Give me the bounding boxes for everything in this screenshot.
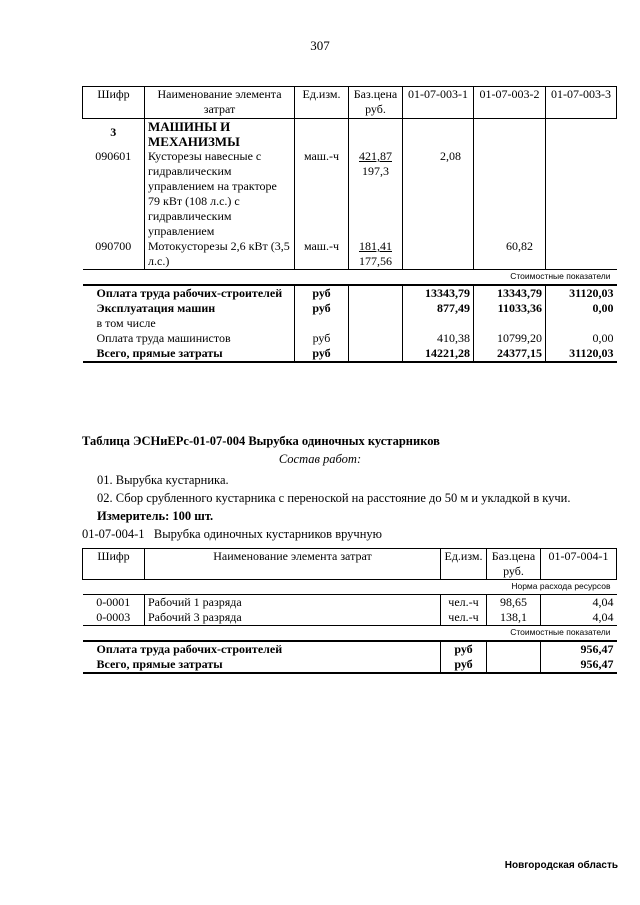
- cost-indicators-label: Стоимостные показатели: [83, 626, 617, 642]
- col-header-price: Баз.цена руб.: [349, 87, 403, 119]
- col-header-name: Наименование элемента затрат: [145, 87, 295, 119]
- col-header-unit: Ед.изм.: [441, 549, 487, 580]
- table-row: в том числе: [83, 316, 617, 331]
- composition-label: Состав работ:: [278, 452, 362, 466]
- table-row: Оплата труда машинистов руб 410,38 10799,20 0,00: [83, 331, 617, 346]
- col-header-price: Баз.цена руб.: [487, 549, 541, 580]
- table-row: 0-0001 Рабочий 1 разряда чел.-ч 98,65 4,04: [83, 595, 617, 611]
- col-header-003-2: 01-07-003-2: [474, 87, 546, 119]
- measure-unit: Измеритель: 100 шт.: [97, 509, 214, 523]
- resource-table-2: [82, 548, 617, 674]
- col-header-code: Шифр: [83, 87, 145, 119]
- section-code: 3: [110, 125, 117, 139]
- col-header-code: Шифр: [83, 549, 145, 580]
- norm-label: Норма расхода ресурсов: [511, 581, 611, 591]
- table-title: Таблица ЭСНиЕРс-01-07-004 Вырубка одиночных кустарников: [82, 434, 440, 448]
- subtitle: 01-07-004-1 Вырубка одиночных кустарников вручную: [82, 527, 382, 541]
- work-item: 01. Вырубка кустарника.: [97, 473, 229, 487]
- table-row: Оплата труда рабочих-строителей руб 13343,79 13343,79 31120,03: [83, 285, 617, 301]
- col-header-004-1: 01-07-004-1: [541, 549, 617, 580]
- col-header-unit: Ед.изм.: [295, 87, 349, 119]
- col-header-name: Наименование элемента затрат: [145, 549, 441, 580]
- table-row: Эксплуатация машин руб 877,49 11033,36 0,00: [83, 301, 617, 316]
- work-item: 02. Сбор срубленного кустарника с переноской на расстояние до 50 м и укладкой в кучи.: [97, 491, 571, 505]
- col-header-003-3: 01-07-003-3: [546, 87, 617, 119]
- table-row: 090601 Кусторезы навесные с гидравлическим управлением на тракторе 79 кВт (108 л.с.) с гидравлическим управлением маш.-ч 421,87 197,3 2,08: [83, 149, 617, 239]
- resource-table-1: [82, 86, 617, 363]
- cost-indicators-label: Стоимостные показатели: [83, 270, 617, 286]
- page-number: 307: [310, 38, 330, 53]
- table-row: Всего, прямые затраты руб 14221,28 24377,15 31120,03: [83, 346, 617, 362]
- footer-region: Новгородская область: [504, 860, 618, 871]
- table-row: Оплата труда рабочих-строителей руб 956,47: [83, 641, 617, 657]
- table-row: 090700 Мотокусторезы 2,6 кВт (3,5 л.с.) маш.-ч 181,41 177,56 60,82: [83, 239, 617, 270]
- section-title: МАШИНЫ И МЕХАНИЗМЫ: [145, 119, 295, 150]
- col-header-003-1: 01-07-003-1: [403, 87, 474, 119]
- table-row: 0-0003 Рабочий 3 разряда чел.-ч 138,1 4,04: [83, 610, 617, 626]
- table-row: Всего, прямые затраты руб 956,47: [83, 657, 617, 673]
